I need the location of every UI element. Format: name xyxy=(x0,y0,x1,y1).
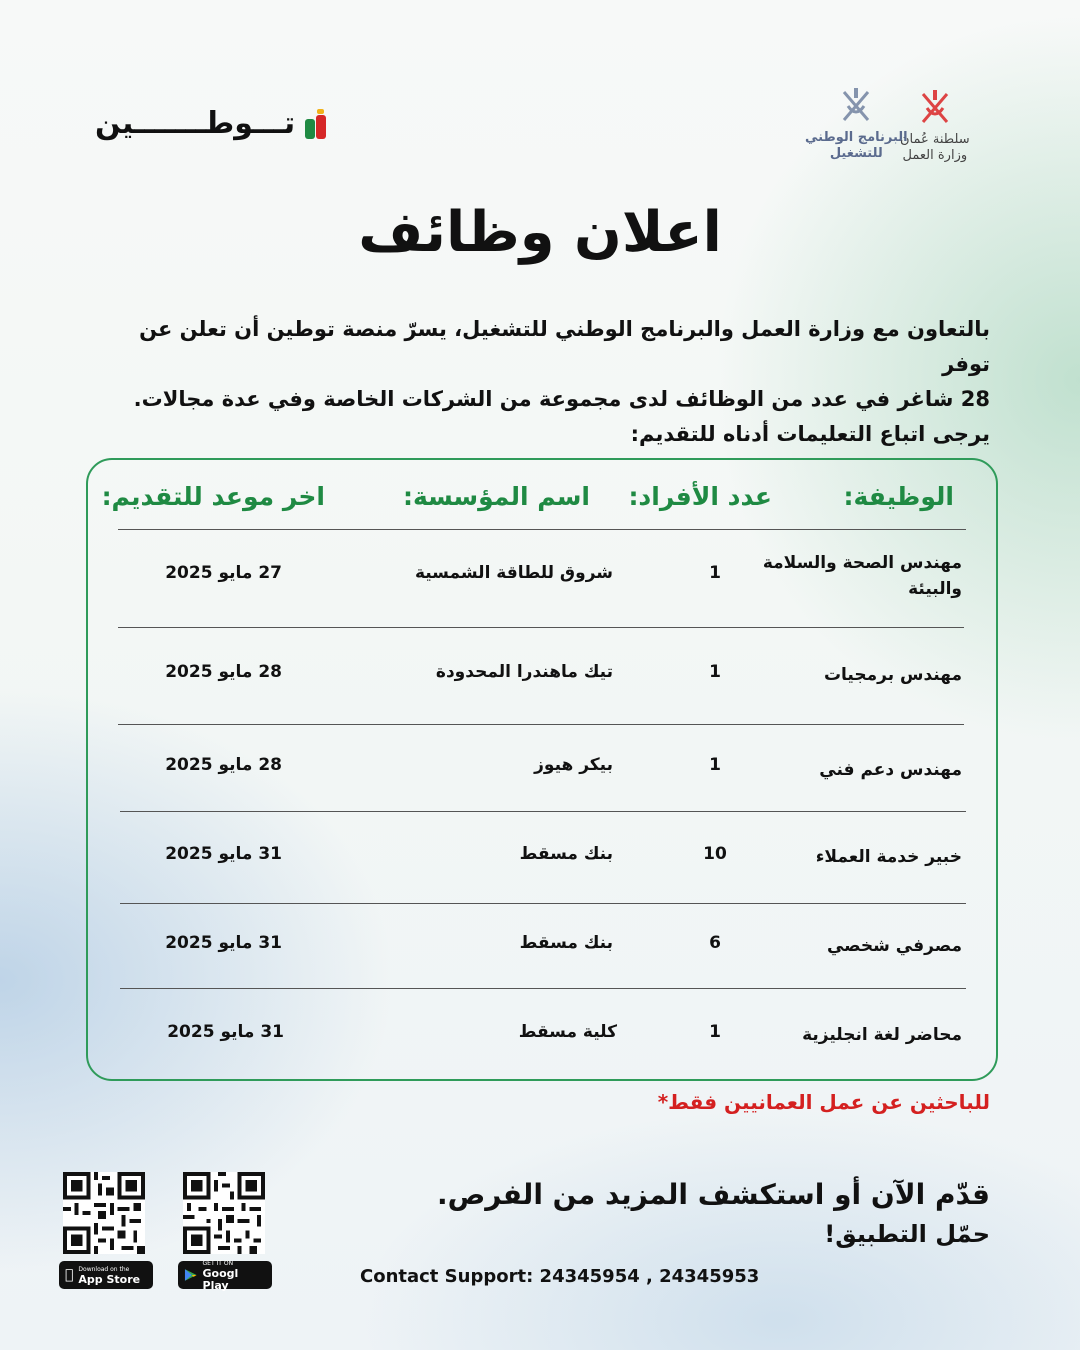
ministry-line-1: سلطنة عُمان xyxy=(900,132,970,147)
row-4-count: 10 xyxy=(703,844,727,864)
oman-emblem-grey-icon xyxy=(838,86,874,130)
row-2-deadline: 28 مايو 2025 xyxy=(165,662,282,682)
tawteen-logo xyxy=(95,106,329,141)
app-store-qr-code[interactable] xyxy=(63,1172,145,1254)
row-1-job: مهندس الصحة والسلامة والبيئة xyxy=(762,553,962,599)
row-3-count: 1 xyxy=(709,755,721,775)
table-divider xyxy=(118,529,966,530)
intro-line-3: يرجى اتباع التعليمات أدناه للتقديم: xyxy=(630,422,990,446)
national-employment-program-logo xyxy=(805,86,908,162)
row-3-deadline: 28 مايو 2025 xyxy=(165,755,282,775)
row-2-count: 1 xyxy=(709,662,721,682)
row-4-job: خبير خدمة العملاء xyxy=(815,847,962,867)
table-divider xyxy=(120,903,966,904)
row-5-org: بنك مسقط xyxy=(519,933,613,953)
intro-line-1: بالتعاون مع وزارة العمل والبرنامج الوطني للتشغيل، يسرّ منصة توطين أن تعلن عن توفر xyxy=(139,317,990,376)
row-5-deadline: 31 مايو 2025 xyxy=(165,933,282,953)
row-6-deadline: 31 مايو 2025 xyxy=(167,1022,284,1042)
table-divider xyxy=(120,988,966,989)
oman-emblem-red-icon xyxy=(917,88,953,132)
row-3-org: بيكر هيوز xyxy=(534,755,613,775)
page-title: اعلان وظائف xyxy=(358,200,722,265)
intro-line-2: 28 شاغر في عدد من الوظائف لدى مجموعة من الشركات الخاصة وفي عدة مجالات. xyxy=(133,387,990,411)
tawteen-mark-icon xyxy=(303,109,329,139)
apple-icon xyxy=(65,1268,73,1282)
intro-paragraph xyxy=(130,312,990,452)
row-5-job: مصرفي شخصي xyxy=(826,936,962,956)
row-5-count: 6 xyxy=(709,933,721,953)
table-divider xyxy=(120,811,966,812)
ministry-line-2: وزارة العمل xyxy=(902,148,968,163)
table-divider xyxy=(118,627,964,628)
table-divider xyxy=(118,724,964,725)
google-play-small-text: GET IT ON xyxy=(202,1259,234,1267)
program-line-2: للتشغيل xyxy=(829,146,883,161)
row-3-job: مهندس دعم فني xyxy=(819,760,962,780)
header-deadline: اخر موعد للتقديم: xyxy=(101,482,325,511)
cta-download: حمّل التطبيق! xyxy=(824,1220,990,1248)
eligibility-note: للباحثين عن عمل العمانيين فقط* xyxy=(657,1090,990,1114)
program-line-1: البرنامج الوطني xyxy=(805,130,908,145)
row-1-org: شروق للطاقة الشمسية xyxy=(414,563,613,583)
app-store-small-text: Download on the xyxy=(70,1265,121,1273)
cta-headline: قدّم الآن أو استكشف المزيد من الفرص. xyxy=(436,1178,990,1211)
app-store-badge[interactable] xyxy=(59,1261,153,1289)
app-store-label: App Store xyxy=(70,1272,132,1286)
row-2-org: تيك ماهندرا المحدودة xyxy=(435,662,613,682)
contact-support: Contact Support: 24345954 , 24345953 xyxy=(360,1266,760,1287)
header-count: عدد الأفراد: xyxy=(628,482,772,511)
google-play-label: Googl Play xyxy=(202,1266,239,1292)
brand-name: تـــوطـــــــين xyxy=(95,106,296,141)
row-4-deadline: 31 مايو 2025 xyxy=(165,844,282,864)
row-6-count: 1 xyxy=(709,1022,721,1042)
row-6-org: كلية مسقط xyxy=(518,1022,617,1042)
header-job: الوظيفة: xyxy=(843,482,954,511)
row-1-deadline: 27 مايو 2025 xyxy=(165,563,282,583)
row-4-org: بنك مسقط xyxy=(519,844,613,864)
google-play-badge[interactable] xyxy=(178,1259,272,1292)
google-play-icon xyxy=(184,1268,198,1282)
google-play-qr-code[interactable] xyxy=(183,1172,265,1254)
row-6-job: محاضر لغة انجليزية xyxy=(802,1025,962,1045)
row-1-count: 1 xyxy=(709,563,721,583)
row-2-job: مهندس برمجيات xyxy=(823,665,962,685)
ministry-of-labour-logo xyxy=(900,88,970,164)
header-org: اسم المؤسسة: xyxy=(402,482,590,511)
